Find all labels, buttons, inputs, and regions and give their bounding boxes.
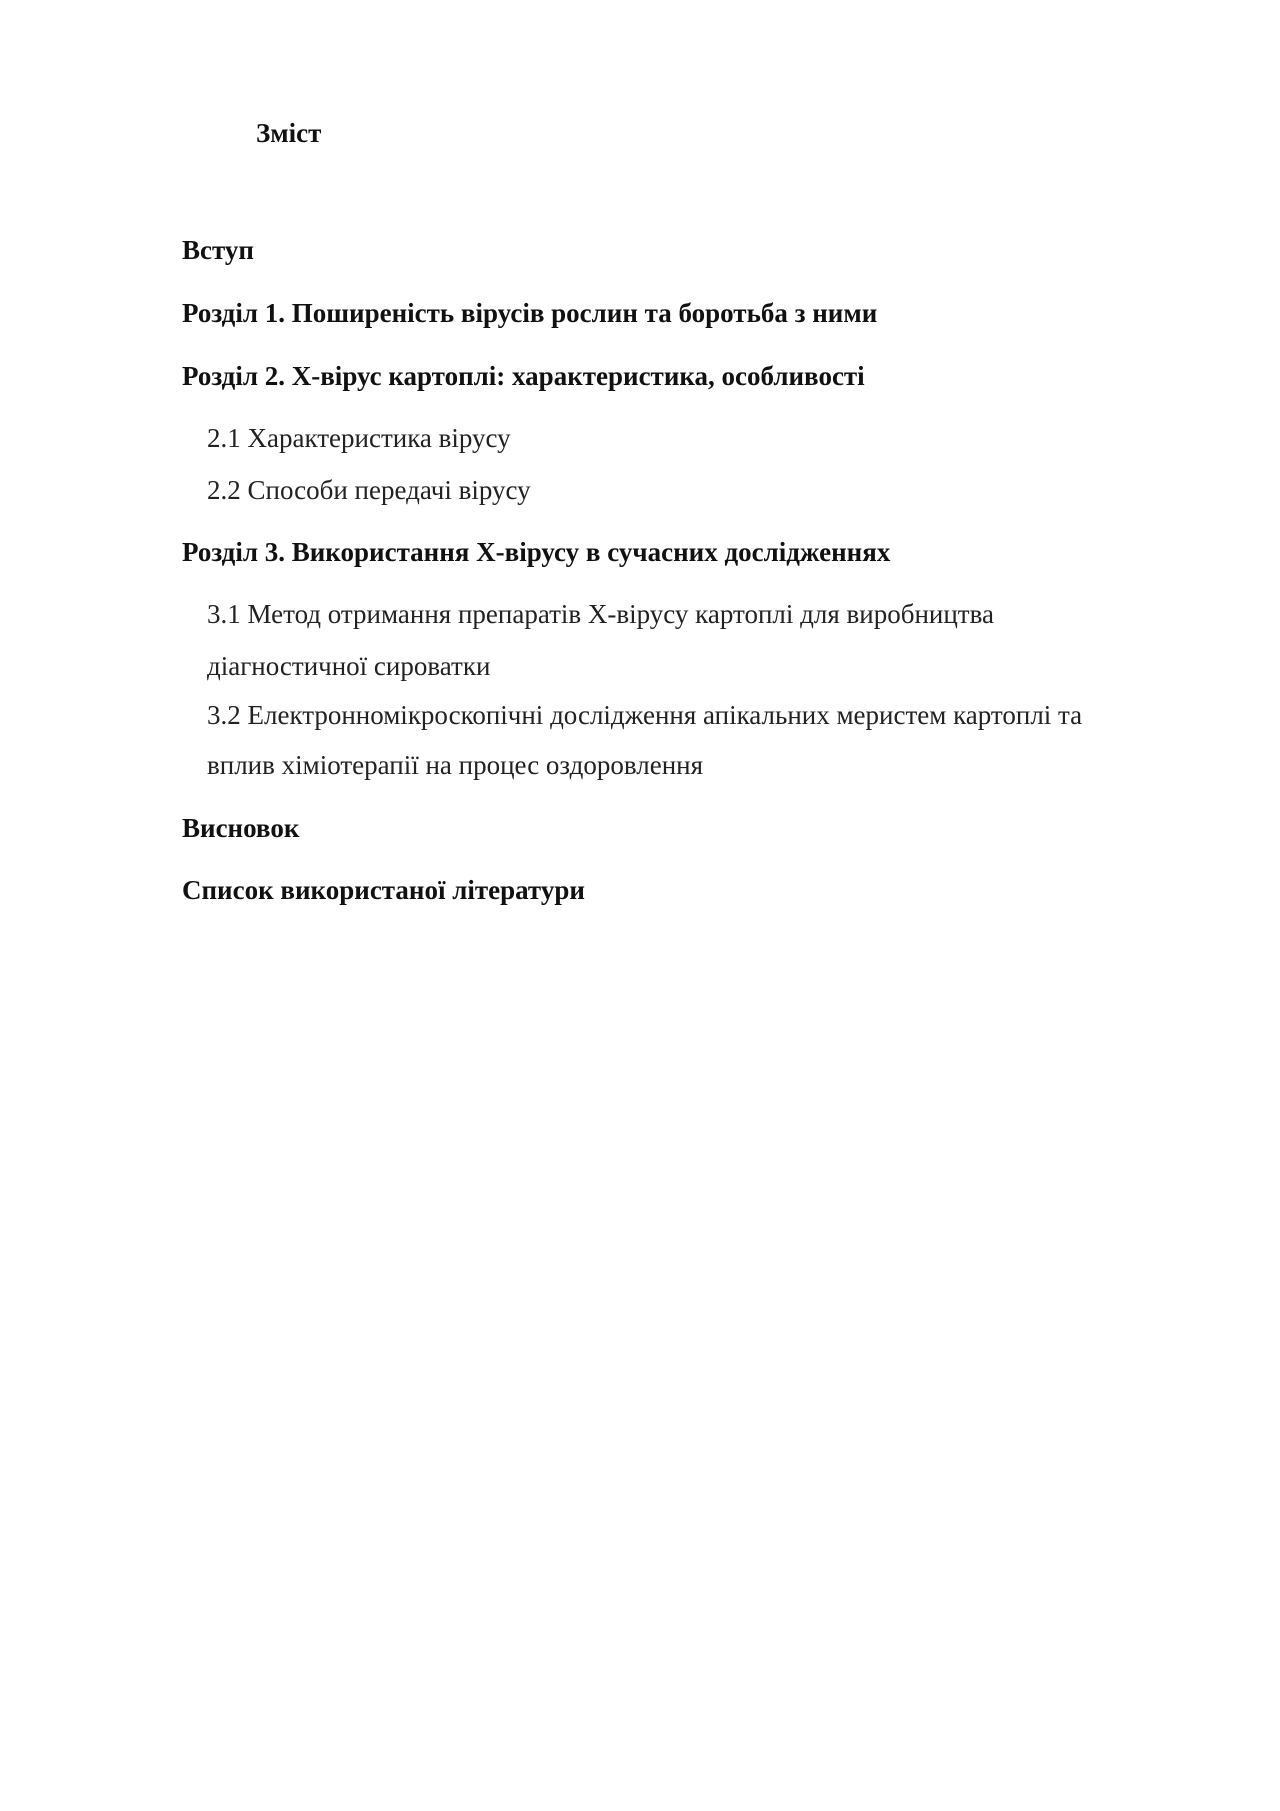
toc-entry-chapter-2: Розділ 2. Х-вірус картоплі: характеристика, особливості [182, 361, 865, 391]
toc-entry-bibliography: Список використаної літератури [182, 875, 585, 905]
toc-subentry-3-1: 3.1 Метод отримання препаратів Х-вірусу картоплі для виробництва [207, 599, 994, 629]
toc-subentry-3-2: 3.2 Електронномікроскопічні дослідження апікальних меристем картоплі та [207, 700, 1083, 730]
toc-entry-chapter-1: Розділ 1. Поширеність вірусів рослин та боротьба з ними [182, 298, 878, 328]
toc-subentry-3-2-continued: вплив хіміотерапії на процес оздоровлення [207, 750, 704, 780]
toc-entry-introduction: Вступ [182, 235, 254, 265]
toc-entry-chapter-3: Розділ 3. Використання Х-вірусу в сучасних дослідженнях [182, 537, 891, 567]
toc-subentry-3-1-continued: діагностичної сироватки [207, 651, 491, 681]
toc-subentry-2-1: 2.1 Характеристика вірусу [207, 423, 511, 453]
toc-subentry-2-2: 2.2 Способи передачі вірусу [207, 475, 531, 505]
toc-entry-conclusion: Висновок [182, 813, 300, 843]
toc-title: Зміст [256, 118, 322, 148]
